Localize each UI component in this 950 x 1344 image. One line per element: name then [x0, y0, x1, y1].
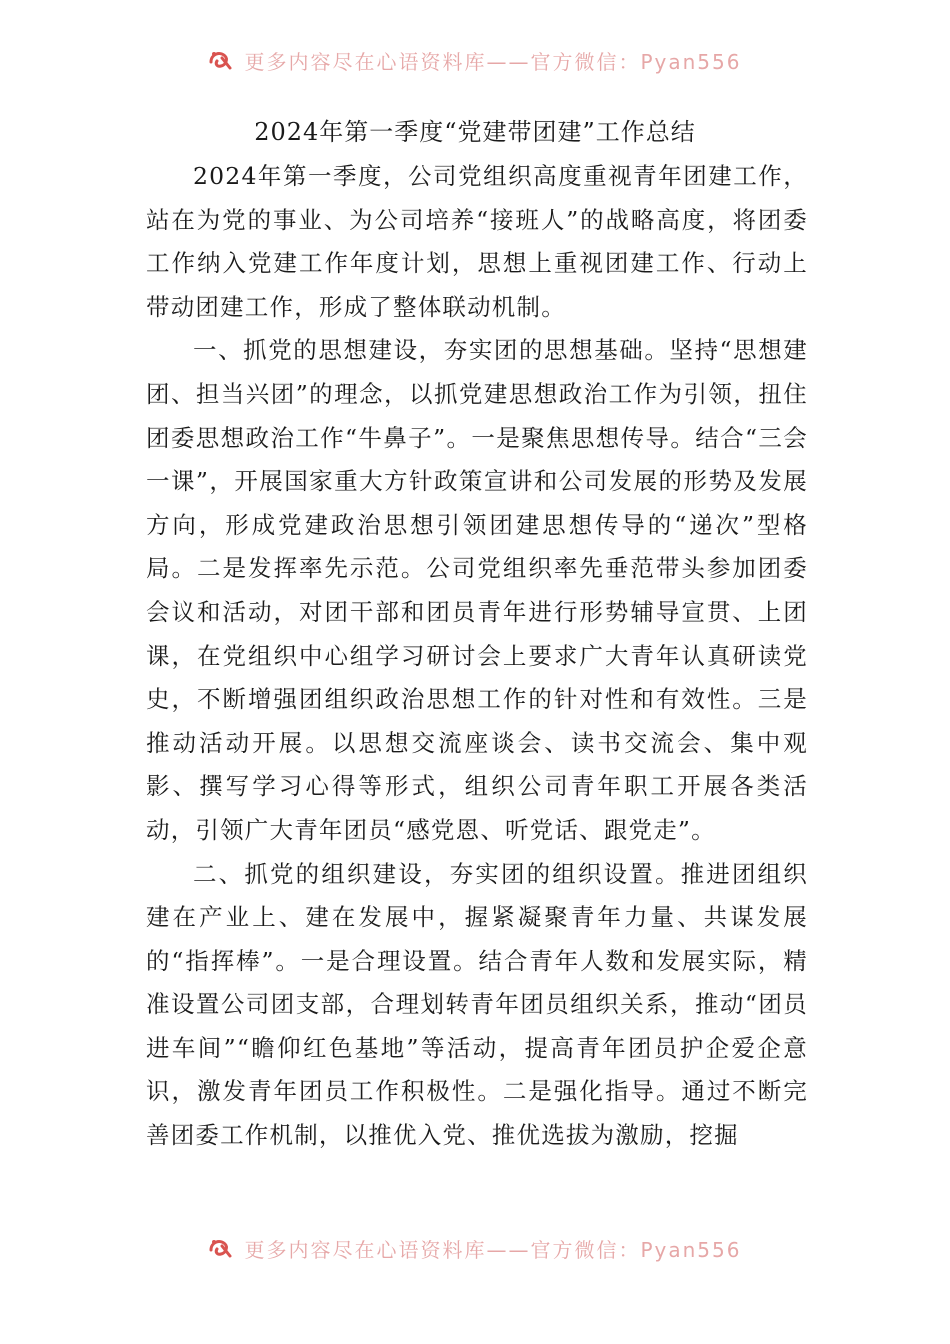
- watermark-logo-icon: [208, 48, 234, 72]
- watermark-footer: [0, 1228, 950, 1268]
- watermark-text: 更多内容尽在心语资料库——官方微信：Pyan556: [244, 1237, 742, 1262]
- watermark-header: [0, 40, 950, 80]
- document-body: [146, 155, 808, 1158]
- paragraph-intro: 2024年第一季度，公司党组织高度重视青年团建工作，站在为党的事业、为公司培养“接班人”的战略高度，将团委工作纳入党建工作年度计划，思想上重视团建工作、行动上带动团建工作，形成了整体联动机制。: [146, 162, 808, 321]
- watermark-text: 更多内容尽在心语资料库——官方微信：Pyan556: [244, 49, 742, 74]
- watermark-logo-icon: [208, 1236, 234, 1260]
- document-title: 2024年第一季度“党建带团建”工作总结: [254, 118, 696, 146]
- paragraph-section-two: 二、抓党的组织建设，夯实团的组织设置。推进团组织建在产业上、建在发展中，握紧凝聚青年力量、共谋发展的“指挥棒”。一是合理设置。结合青年人数和发展实际，精准设置公司团支部，合理划转青年团员组织关系，推动“团员进车间”“瞻仰红色基地”等活动，提高青年团员护企爱企意识，激发青年团员工作积极性。二是强化指导。通过不断完善团委工作机制，以推优入党、推优选拔为激励，挖掘: [146, 859, 808, 1150]
- paragraph-section-one: 一、抓党的思想建设，夯实团的思想基础。坚持“思想建团、担当兴团”的理念，以抓党建思想政治工作为引领，扭住团委思想政治工作“牛鼻子”。一是聚焦思想传导。结合“三会一课”，开展国家重大方针政策宣讲和公司发展的形势及发展方向，形成党建政治思想引领团建思想传导的“递次”型格局。二是发挥率先示范。公司党组织率先垂范带头参加团委会议和活动，对团干部和团员青年进行形势辅导宣贯、上团课，在党组织中心组学习研讨会上要求广大青年认真研读党史，不断增强团组织政治思想工作的针对性和有效性。三是推动活动开展。以思想交流座谈会、读书交流会、集中观影、撰写学习心得等形式，组织公司青年职工开展各类活动，引领广大青年团员“感党恩、听党话、跟党走”。: [146, 336, 808, 844]
